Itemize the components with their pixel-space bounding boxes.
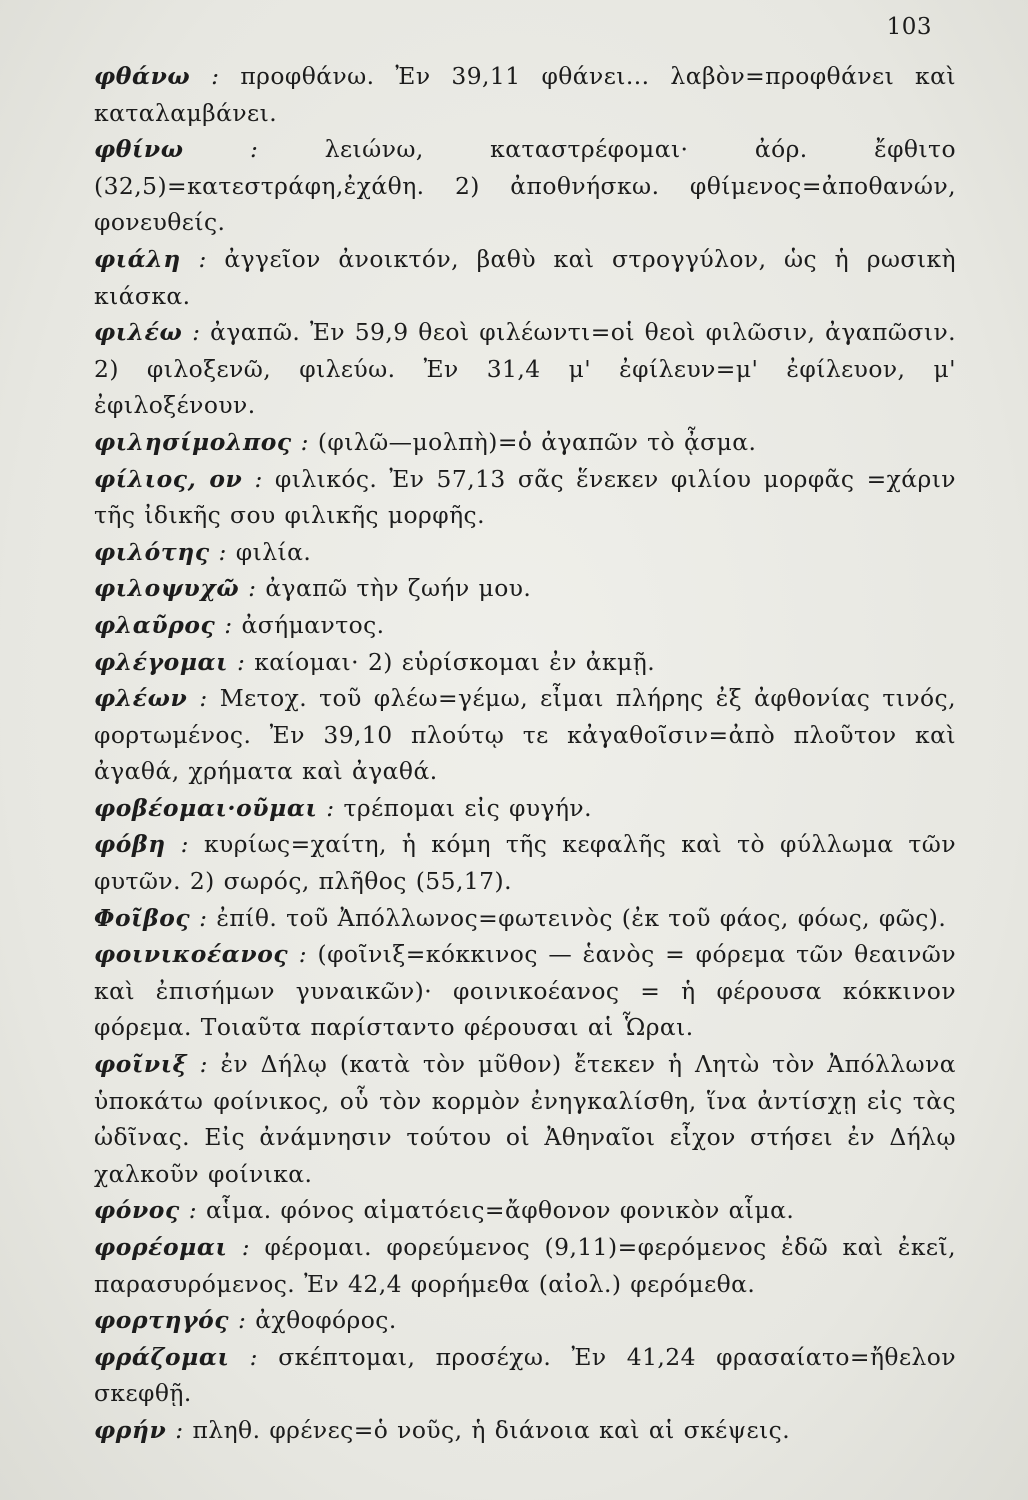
separator: : (182, 318, 211, 347)
definition: φιλικός. Ἐν 57,13 σᾶς ἕνεκεν φιλίου μορφᾶς =χάριν τῆς ἰδικῆς σου φιλικῆς μορφῆς. (94, 464, 956, 530)
page-number: 103 (886, 14, 932, 40)
definition: λειώνω, καταστρέφομαι· ἀόρ. ἔφθιτο (32,5)=κατεστράφη,ἐχάθη. 2) ἀποθνήσκω. φθίμενος=ἀποθανών, φονευθείς. (94, 135, 956, 237)
definition: (φοῖνιξ=κόκκινος — ἑανὸς = φόρεμα τῶν θεαινῶν καὶ ἐπισήμων γυναικῶν)· φοινικοέανος = ἡ φέρουσα κόκκινον φόρεμα. Τοιαῦτα παρίσταντο φέρουσαι αἱ Ὧραι. (94, 940, 956, 1042)
headword: φοῖνιξ (94, 1050, 188, 1079)
definition: αἷμα. φόνος αἱματόεις=ἄφθονον φονικὸν αἷμα. (205, 1196, 795, 1225)
headword: φόνος (94, 1196, 180, 1225)
headword: φλαῦρος (94, 610, 216, 639)
headword: φθάνω (94, 62, 191, 90)
definition: (φιλῶ—μολπὴ)=ὁ ἀγαπῶν τὸ ᾆσμα. (317, 427, 757, 456)
definition: ἀγαπῶ τὴν ζωήν μου. (265, 574, 532, 603)
glossary-entry (94, 424, 956, 461)
glossary-entry (94, 790, 956, 827)
definition: ἐπίθ. τοῦ Ἀπόλλωνος=φωτεινὸς (ἐκ τοῦ φάος, φόως, φῶς). (216, 903, 947, 932)
separator: : (239, 574, 266, 603)
glossary-entry (94, 826, 956, 899)
headword: φιλοψυχῶ (94, 574, 240, 603)
glossary-entry (94, 1412, 956, 1449)
separator: : (187, 1050, 221, 1079)
separator: : (190, 62, 241, 90)
definition: κυρίως=χαίτη, ἡ κόμη τῆς κεφαλῆς καὶ τὸ φύλλωμα τῶν φυτῶν. 2) σωρός, πλῆθος (55,17). (94, 830, 956, 896)
glossary-entry (94, 1046, 956, 1192)
separator: : (229, 1342, 279, 1371)
separator: : (215, 610, 242, 639)
separator: : (229, 1306, 256, 1335)
glossary-entry (94, 1339, 956, 1412)
separator: : (291, 427, 318, 456)
definition: καίομαι· 2) εὑρίσκομαι ἐν ἀκμῇ. (254, 647, 656, 676)
headword: φοινικοέανος (94, 940, 289, 969)
separator: : (179, 1196, 206, 1225)
glossary-entry (94, 241, 956, 314)
definition: ἐν Δήλῳ (κατὰ τὸν μῦθον) ἔτεκεν ἡ Λητὼ τὸν Ἀπόλλωνα ὑποκάτω φοίνικος, οὗ τὸν κορμὸν ἐνηγκαλίσθη, ἵνα ἀντίσχῃ εἰς τὰς ὠδῖνας. Εἰς ἀνάμνησιν τούτου οἱ Ἀθηναῖοι εἶχον στήσει ἐν Δήλῳ χαλκοῦν φοίνικα. (94, 1050, 956, 1188)
headword: φιλησίμολπος (94, 427, 292, 456)
definition: πληθ. φρένες=ὁ νοῦς, ἡ διάνοια καὶ αἱ σκέψεις. (192, 1415, 791, 1444)
headword: φοβέομαι·οῦμαι (94, 793, 318, 822)
definition: ἀγαπῶ. Ἐν 59,9 θεοὶ φιλέωντι=οἱ θεοὶ φιλῶσιν, ἀγαπῶσιν. 2) φιλοξενῶ, φιλεύω. Ἐν 31,4 μ' ἐφίλευν=μ' ἐφίλευον, μ' ἐφιλοξένουν. (94, 318, 956, 420)
glossary-entry (94, 936, 956, 1046)
definition: φιλία. (235, 537, 312, 566)
separator: : (227, 1233, 265, 1261)
headword: φορέομαι (94, 1233, 228, 1261)
glossary-entry (94, 900, 956, 937)
definition: ἀχθοφόρος. (255, 1306, 397, 1335)
headword: φίλιος, ον (94, 464, 243, 493)
separator: : (166, 1415, 193, 1444)
glossary-entry (94, 1302, 956, 1339)
separator: : (209, 537, 236, 566)
headword: φόβη (94, 830, 166, 859)
glossary-entries (94, 58, 956, 1449)
definition: Μετοχ. τοῦ φλέω=γέμω, εἶμαι πλήρης ἐξ ἀφθονίας τινός, φορτωμένος. Ἐν 39,10 πλούτῳ τε κἀγαθοῖσιν=ἀπὸ πλοῦτον καὶ ἀγαθά, χρήματα καὶ ἀγαθά. (94, 684, 956, 786)
headword: φλέγομαι (94, 647, 229, 676)
separator: : (317, 793, 344, 822)
glossary-entry (94, 534, 956, 571)
definition: προφθάνω. Ἐν 39,11 φθάνει... λαβὸν=προφθάνει καὶ καταλαμβάνει. (94, 62, 956, 127)
headword: φρήν (94, 1415, 167, 1444)
headword: φράζομαι (94, 1342, 230, 1371)
glossary-entry (94, 58, 956, 131)
glossary-entry (94, 644, 956, 681)
definition: φέρομαι. φορεύμενος (9,11)=φερόμενος ἐδῶ καὶ ἐκεῖ, παρασυρόμενος. Ἐν 42,4 φορήμεθα (αἰολ.) φερόμεθα. (94, 1233, 956, 1298)
headword: φιλέω (94, 318, 183, 347)
separator: : (190, 903, 217, 932)
separator: : (183, 135, 325, 164)
definition: ἀγγεῖον ἀνοικτόν, βαθὺ καὶ στρογγύλον, ὡς ἡ ρωσικὴ κιάσκα. (94, 244, 956, 310)
headword: φιλότης (94, 537, 210, 566)
glossary-entry (94, 1229, 956, 1302)
headword: φθίνω (94, 135, 184, 164)
headword: φιάλη (94, 244, 181, 273)
glossary-entry (94, 314, 956, 424)
separator: : (242, 464, 275, 493)
definition: ἀσήμαντος. (241, 610, 385, 639)
headword: φλέων (94, 684, 188, 713)
headword: φορτηγός (94, 1306, 230, 1335)
glossary-entry (94, 607, 956, 644)
glossary-entry (94, 461, 956, 534)
glossary-entry (94, 570, 956, 607)
headword: Φοῖβος (94, 903, 191, 932)
definition: τρέπομαι εἰς φυγήν. (343, 793, 592, 822)
separator: : (180, 244, 225, 273)
glossary-entry (94, 131, 956, 241)
separator: : (165, 830, 204, 859)
separator: : (187, 684, 220, 713)
definition: σκέπτομαι, προσέχω. Ἐν 41,24 φρασαίατο=ἤθελον σκεφθῇ. (94, 1342, 957, 1408)
separator: : (228, 647, 255, 676)
glossary-entry (94, 1192, 956, 1229)
glossary-entry (94, 680, 956, 790)
separator: : (288, 940, 318, 969)
